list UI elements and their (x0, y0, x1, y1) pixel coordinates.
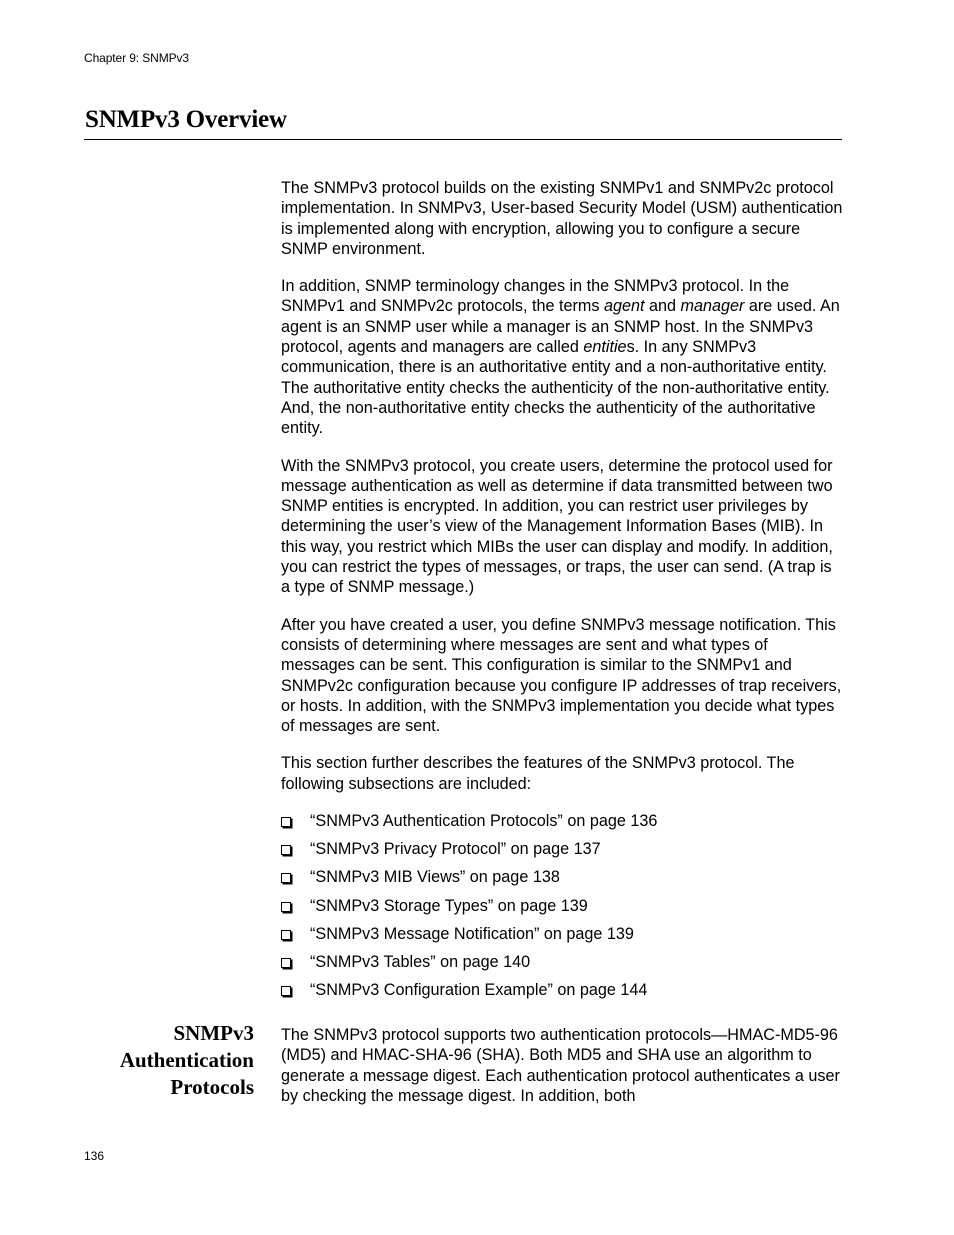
checkbox-bullet-icon (281, 845, 291, 855)
term-entities: entitie (583, 338, 627, 357)
list-item (281, 867, 843, 895)
paragraph-text: The SNMPv3 protocol builds on the existing SNMPv1 and SNMPv2c protocol implementation. In SNMPv3, User-based Security Model (USM) authentication is implemented along with encryption, allowing you to configure a secure SNMP environment. (281, 179, 843, 258)
page-title: SNMPv3 Overview (85, 106, 287, 133)
section-heading-line: Protocols (170, 1075, 254, 1099)
checkbox-bullet-icon (281, 873, 291, 883)
paragraph-text: In addition, SNMP terminology changes in the SNMPv3 protocol. In the SNMPv1 and SNMPv2c protocols, the terms (281, 277, 790, 316)
list-item-text[interactable]: “SNMPv3 Privacy Protocol” on page 137 (310, 840, 601, 859)
checkbox-bullet-icon (281, 817, 291, 827)
list-item-text[interactable]: “SNMPv3 Storage Types” on page 139 (310, 896, 588, 915)
subsection-list (281, 811, 843, 1008)
list-item (281, 924, 843, 952)
section-heading (54, 1020, 254, 1101)
paragraph-text: are used. An agent is an SNMP user while a manager is an SNMP host. In the SNMPv3 protocol, agents and managers are called (281, 297, 840, 357)
running-header: Chapter 9: SNMPv3 (84, 51, 190, 65)
paragraph-text: After you have created a user, you define SNMPv3 message notification. This consists of determining where messages are sent and what types of messages can be sent. This configuration is similar to the SNMPv1 and SNMPv2c configuration because you configure IP addresses of trap receivers, or hosts. In addition, with the SNMPv3 implementation you decide what types of messages are sent. (281, 615, 842, 736)
list-item (281, 980, 843, 1008)
body-column (281, 178, 843, 1008)
paragraph (281, 276, 843, 438)
list-item (281, 896, 843, 924)
section-paragraph: The SNMPv3 protocol supports two authentication protocols—HMAC-MD5-96 (MD5) and HMAC-SHA-96 (SHA). Both MD5 and SHA use an algorithm to generate a message digest. Each authentication protocol authenticates a user by checking the message digest. In addition, both (281, 1026, 840, 1105)
paragraph-text: and (644, 297, 681, 316)
paragraph-text: This section further describes the features of the SNMPv3 protocol. The following subsections are included: (281, 754, 795, 793)
list-item-text[interactable]: “SNMPv3 Authentication Protocols” on page 136 (310, 812, 658, 831)
term-manager: manager (680, 297, 745, 316)
paragraph (281, 456, 843, 598)
section-heading-line: Authentication (119, 1048, 254, 1072)
list-item-text[interactable]: “SNMPv3 MIB Views” on page 138 (310, 868, 560, 887)
paragraph-text: s. In any SNMPv3 communication, there is an authoritative entity and a non-authoritative entity. The authoritative entity checks the authenticity of the non-authoritative entity. And, the non-authoritative entity checks the authenticity of the authoritative entity. (281, 338, 830, 438)
checkbox-bullet-icon (281, 930, 291, 940)
paragraph (281, 615, 843, 737)
list-item-text[interactable]: “SNMPv3 Configuration Example” on page 144 (310, 981, 648, 1000)
checkbox-bullet-icon (281, 902, 291, 912)
page-number: 136 (84, 1149, 105, 1163)
list-item (281, 952, 843, 980)
paragraph (281, 178, 843, 259)
list-item-text[interactable]: “SNMPv3 Tables” on page 140 (310, 952, 531, 971)
checkbox-bullet-icon (281, 986, 291, 996)
checkbox-bullet-icon (281, 958, 291, 968)
section-heading-line: SNMPv3 (173, 1021, 254, 1045)
paragraph-text: With the SNMPv3 protocol, you create users, determine the protocol used for message authentication as well as determine if data transmitted between two SNMP entities is encrypted. In addition, you can restrict user privileges by determining the user’s view of the Management Information Bases (MIB). In this way, you restrict which MIBs the user can display and modify. In addition, you can restrict the types of messages, or traps, the user can send. (A trap is a type of SNMP message.) (281, 456, 833, 597)
list-item-text[interactable]: “SNMPv3 Message Notification” on page 139 (310, 924, 634, 943)
paragraph (281, 753, 843, 794)
list-item (281, 839, 843, 867)
list-item (281, 811, 843, 839)
title-divider (84, 139, 842, 140)
term-agent: agent (603, 297, 645, 316)
